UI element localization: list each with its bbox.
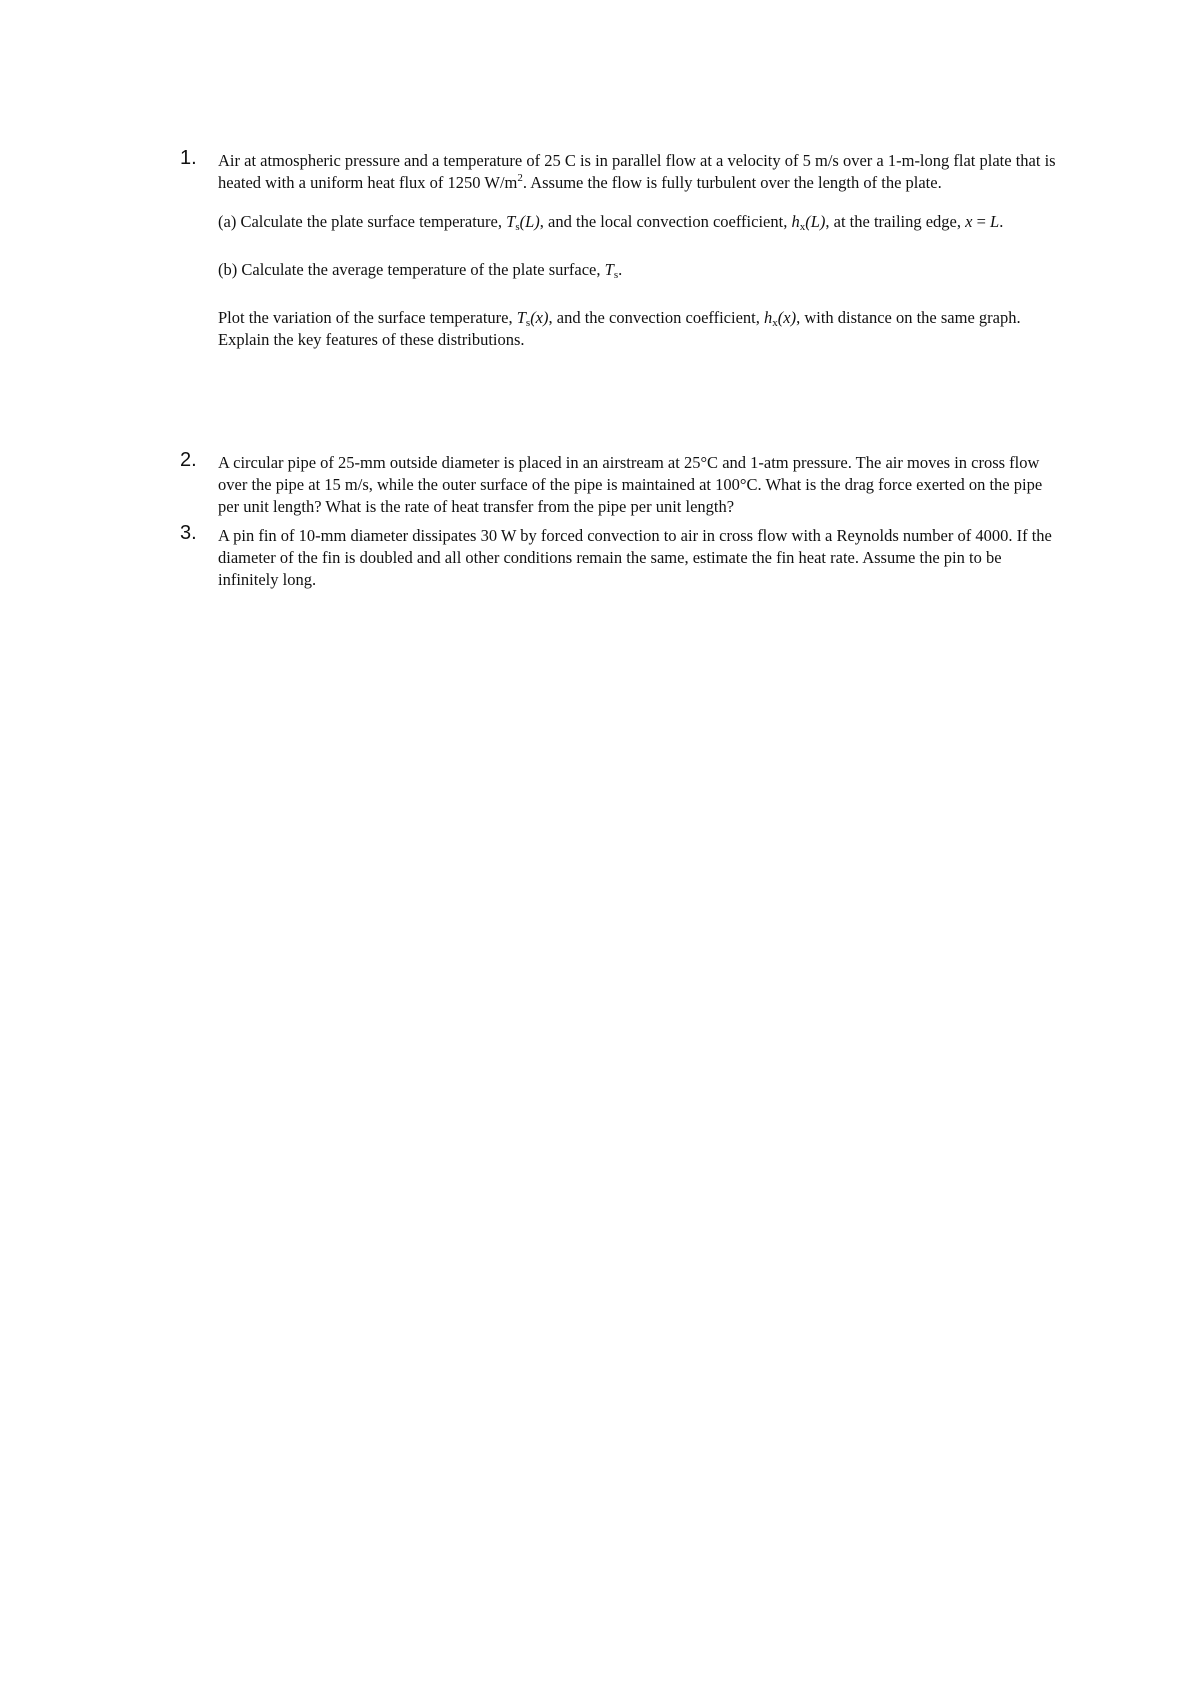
problem-number: 3. — [180, 522, 197, 544]
problem-number: 2. — [180, 449, 197, 471]
problem-1-part-a: (a) Calculate the plate surface temperature, $T_s(L)$, and the local convection coefficient, $h_x(L)$, at the trailing edge, x = L. — [218, 212, 1004, 233]
superscript: 2 — [517, 172, 523, 184]
problem-body — [218, 452, 1060, 518]
problem-1-plot-instruction: Plot the variation of the surface temperature, $T_s(x)$, and the convection coefficient, $h_x(x)$, with distance on the same graph. Explain the key features of these distributions. — [218, 308, 1021, 349]
problem-body — [218, 525, 1060, 591]
problem-3-text: A pin fin of 10-mm diameter dissipates 30 W by forced convection to air in cross flow with a Reynolds number of 4000. If the diameter of the fin is doubled and all other conditions remain the same, estimate the fin heat rate. Assume the pin to be infinitely long. — [218, 526, 1052, 589]
problem-number: 1. — [180, 147, 197, 169]
problem-1-intro: Air at atmospheric pressure and a temperature of 25 C is in parallel flow at a velocity of 5 m/s over a 1-m-long flat plate that is heated with a uniform heat flux of 1250 $W/m^2$. Assume the flow is fully turbulent over the length of the plate. — [218, 151, 1056, 192]
problem-body — [218, 150, 1060, 351]
problem-1-part-b: (b) Calculate the average temperature of the plate surface, $T_s$. — [218, 260, 623, 281]
problem-2-text: A circular pipe of 25-mm outside diameter is placed in an airstream at 25°C and 1-atm pressure. The air moves in cross flow over the pipe at 15 m/s, while the outer surface of the pipe is maintained at 100°C. What is the drag force exerted on the pipe per unit length? What is the rate of heat transfer from the pipe per unit length? — [218, 453, 1043, 516]
